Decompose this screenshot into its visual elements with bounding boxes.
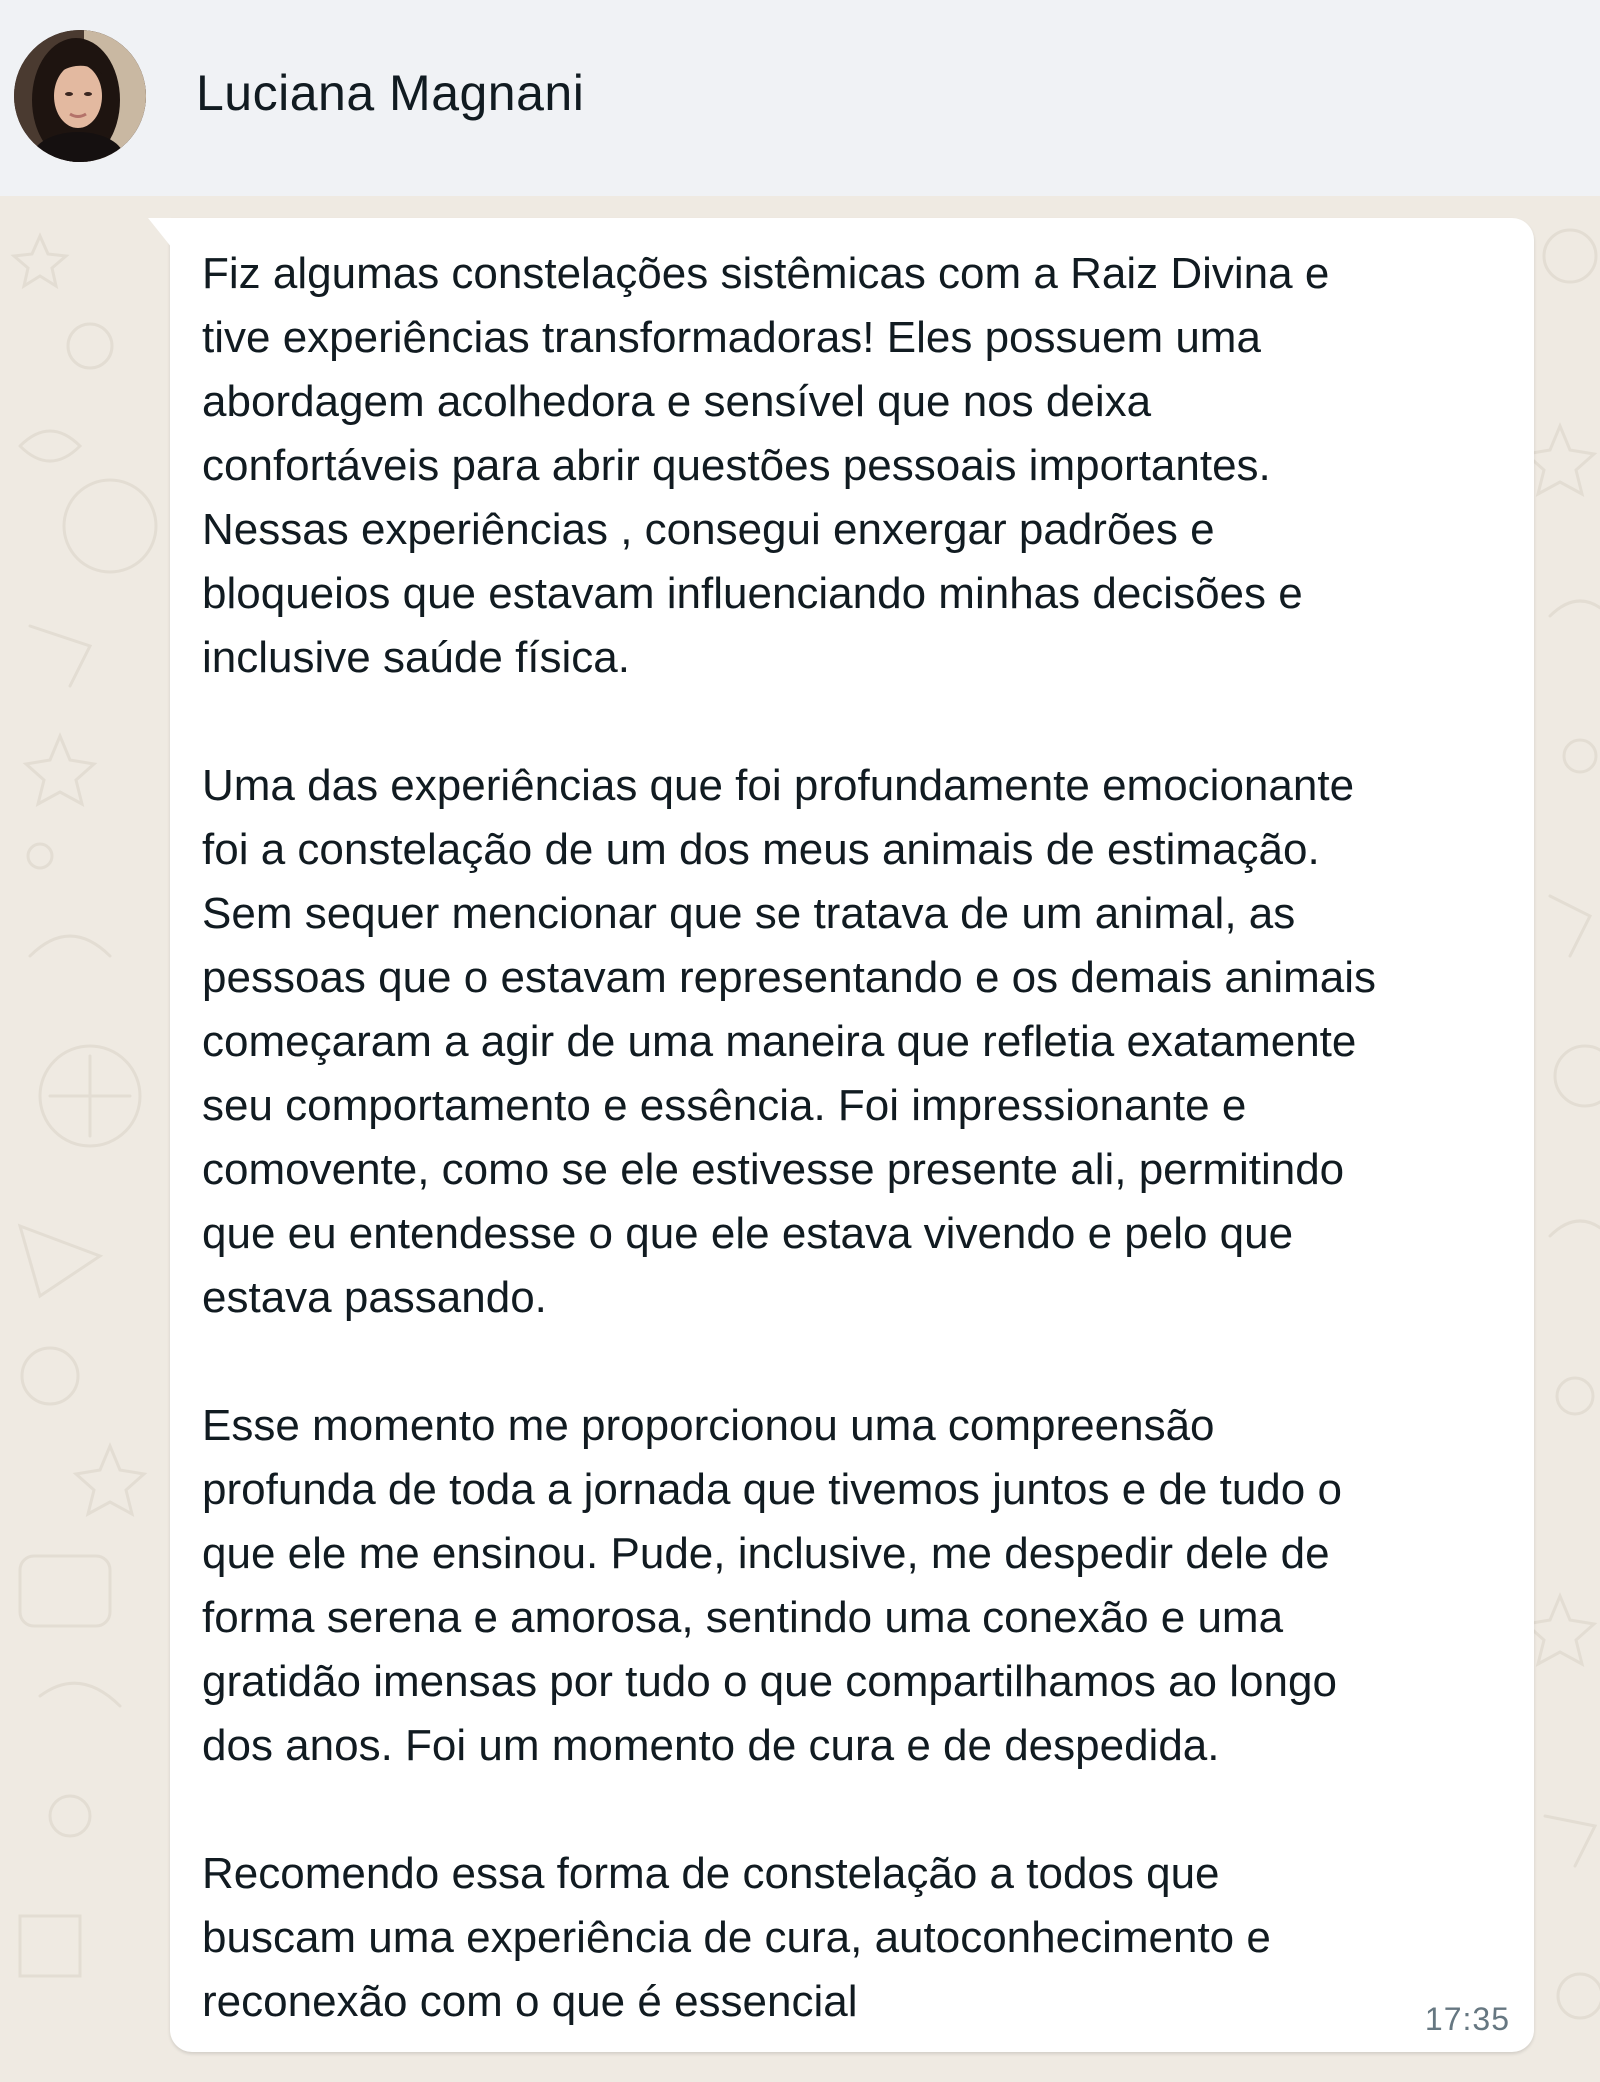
profile-photo-icon: [14, 30, 146, 162]
chat-header[interactable]: [0, 0, 1600, 196]
message-paragraph: Uma das experiências que foi profundamente emocionante foi a constelação de um dos meus animais de estimação. Sem sequer mencionar que se tratava de um animal, as pessoas que o estavam representando e os demais animais começaram a agir de uma maneira que refletia exatamente seu comportamento e essência. Foi impressionante e comovente, como se ele estivesse presente ali, permitindo que eu entendesse o que ele estava vivendo e pelo que estava passando.: [202, 761, 1377, 1322]
bubble-tail-icon: [148, 218, 172, 248]
chat-area: [0, 196, 1600, 2082]
message-bubble[interactable]: [170, 218, 1534, 2052]
contact-name[interactable]: Luciana Magnani: [196, 65, 585, 121]
message-paragraph: Fiz algumas constelações sistêmicas com a Raiz Divina e tive experiências transformadoras! Eles possuem uma abordagem acolhedora e sensível que nos deixa confortáveis para abrir questões pessoais importantes. Nessas experiências , consegui enxergar padrões e bloqueios que estavam influenciando minhas decisões e inclusive saúde física.: [202, 249, 1330, 682]
message-text: [202, 242, 1512, 2034]
message-timestamp: 17:35: [1424, 2001, 1510, 2037]
avatar[interactable]: [14, 30, 146, 162]
message-paragraph: Recomendo essa forma de constelação a todos que buscam uma experiência de cura, autoconhecimento e reconexão com o que é essencial: [202, 1849, 1271, 2026]
message-paragraph: Esse momento me proporcionou uma compreensão profunda de toda a jornada que tivemos juntos e de tudo o que ele me ensinou. Pude, inclusive, me despedir dele de forma serena e amorosa, sentindo uma conexão e uma gratidão imensas por tudo o que compartilhamos ao longo dos anos. Foi um momento de cura e de despedida.: [202, 1401, 1342, 1770]
